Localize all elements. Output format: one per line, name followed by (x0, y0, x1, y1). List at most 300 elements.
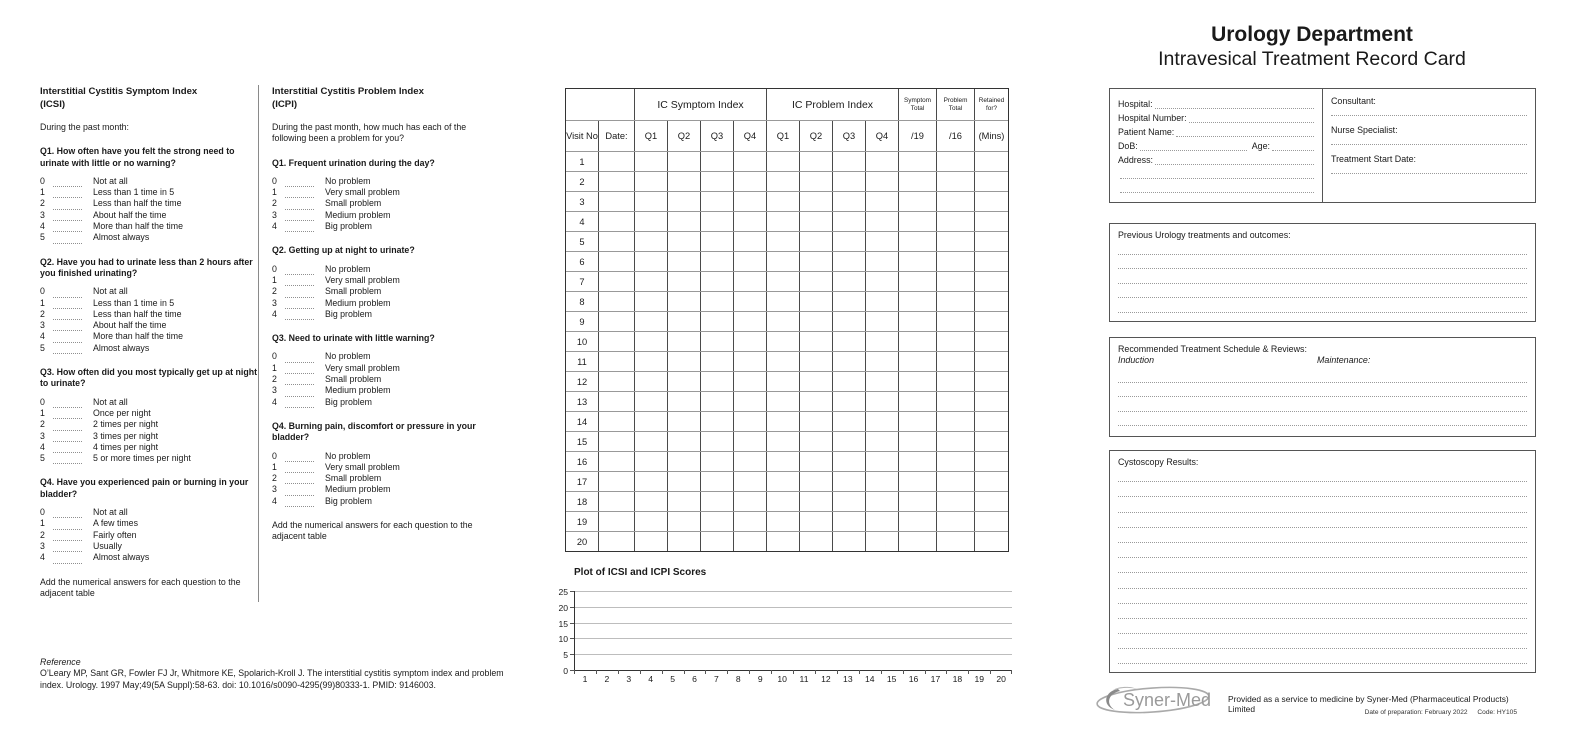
retained-cell (974, 392, 1008, 411)
symptom-q4-cell (733, 452, 766, 471)
question-label: Q4. Burning pain, discomfort or pressure in your bladder? (272, 420, 476, 443)
problem-q2-cell (799, 312, 832, 331)
nurse-specialist-label: Nurse Specialist: (1331, 125, 1398, 135)
icpi-question-2 (272, 245, 496, 320)
option-text: Less than half the time (93, 198, 182, 209)
symptom-q3-cell (700, 492, 733, 511)
icpi-title-line1: Interstitial Cystitis Problem Index (272, 86, 424, 97)
date-cell (598, 272, 634, 291)
symptom-total-cell (898, 372, 936, 391)
visit-number-cell: 5 (579, 236, 585, 247)
problem-q2-cell (799, 152, 832, 171)
option-score: 2 (40, 198, 45, 209)
problem-total-cell (936, 192, 974, 211)
symptom-q1-cell (634, 292, 667, 311)
answer-blank (285, 454, 314, 462)
gridline (575, 591, 1012, 592)
option-score: 3 (40, 320, 45, 331)
symptom-q1-cell (634, 392, 667, 411)
option-text: Very small problem (325, 461, 400, 472)
symptom-q3-cell (700, 212, 733, 231)
table-row (566, 431, 1008, 451)
date-cell (598, 252, 634, 271)
symptom-q4-cell (733, 272, 766, 291)
option-text: No problem (325, 175, 371, 186)
problem-q3-cell (832, 472, 865, 491)
table-row (566, 211, 1008, 231)
option-row (40, 419, 258, 430)
symptom-q4-cell (733, 312, 766, 331)
option-row (272, 363, 496, 374)
problem-q1-cell (766, 232, 799, 251)
write-in-line (1118, 298, 1527, 313)
icpi-intro: During the past month, how much has each of the following been a problem for you? (272, 122, 467, 144)
problem-q4-cell (865, 392, 898, 411)
date-cell (598, 172, 634, 191)
retained-cell (974, 332, 1008, 351)
date-cell (598, 152, 634, 171)
symptom-q2-cell (667, 272, 700, 291)
problem-q3-cell (832, 332, 865, 351)
symptom-q1-cell (634, 532, 667, 551)
problem-q4-cell (865, 172, 898, 191)
problem-q1-cell (766, 252, 799, 271)
problem-q1-cell (766, 512, 799, 531)
symptom-q2-cell (667, 372, 700, 391)
symptom-total-cell (898, 492, 936, 511)
patient-details (1110, 89, 1323, 202)
problem-q1-cell (766, 312, 799, 331)
address-field-line2 (1120, 170, 1314, 179)
symptom-q4-cell (733, 532, 766, 551)
option-text: Medium problem (325, 209, 391, 220)
problem-q4-cell (865, 452, 898, 471)
write-in-line (1118, 497, 1527, 512)
problem-q3-cell (832, 212, 865, 231)
symptom-q4-cell (733, 432, 766, 451)
table-row (566, 411, 1008, 431)
answer-blank (285, 278, 314, 286)
option-score: 0 (40, 175, 45, 186)
option-list (272, 176, 496, 232)
symptom-q4-cell (733, 472, 766, 491)
problem-q1-cell (766, 372, 799, 391)
problem-q3-cell (832, 172, 865, 191)
option-text: Almost always (93, 342, 150, 353)
q-header-cell: Q2 (799, 121, 832, 151)
answer-blank (53, 556, 82, 564)
option-score: 3 (272, 484, 277, 495)
preparation-text (1357, 709, 1517, 716)
symptom-total-cell (898, 252, 936, 271)
option-row (40, 453, 258, 464)
option-score: 3 (40, 209, 45, 220)
problem-q3-cell (832, 492, 865, 511)
plot-area (558, 587, 1012, 676)
visit-number-cell: 17 (576, 476, 588, 487)
option-list (272, 351, 496, 407)
symptom-q1-cell (634, 312, 667, 331)
problem-q2-cell (799, 212, 832, 231)
hospital-field (1155, 100, 1314, 109)
problem-q2-cell (799, 392, 832, 411)
option-score: 4 (272, 495, 277, 506)
option-text: Small problem (325, 473, 382, 484)
symptom-q4-cell (733, 192, 766, 211)
hospital-number-field (1189, 114, 1314, 123)
symptom-q2-cell (667, 252, 700, 271)
dob-field (1140, 142, 1247, 151)
x-tick-label: 13 (837, 670, 859, 684)
table-row (566, 291, 1008, 311)
option-text: Very small problem (325, 187, 400, 198)
symptom-q4-cell (733, 512, 766, 531)
retained-cell (974, 492, 1008, 511)
option-score: 4 (272, 396, 277, 407)
problem-q4-cell (865, 192, 898, 211)
question-label: Q1. How often have you felt the strong need to urinate with little or no warning? (40, 146, 235, 168)
visit-number-cell: 20 (576, 536, 588, 547)
symptom-q3-cell (700, 312, 733, 331)
retained-cell (974, 172, 1008, 191)
option-row (40, 298, 258, 309)
symptom-q4-cell (733, 152, 766, 171)
answer-blank (53, 290, 82, 298)
answer-blank (53, 224, 82, 232)
symptom-q2-cell (667, 192, 700, 211)
symptom-q2-cell (667, 172, 700, 191)
option-text: Small problem (325, 374, 382, 385)
table-body (566, 151, 1008, 551)
problem-q1-cell (766, 412, 799, 431)
problem-q4-cell (865, 212, 898, 231)
answer-blank (53, 510, 82, 518)
symptom-q1-cell (634, 472, 667, 491)
retained-cell (974, 272, 1008, 291)
option-score: 0 (40, 396, 45, 407)
option-row (272, 462, 496, 473)
option-row (272, 176, 496, 187)
option-text: Usually (93, 540, 122, 551)
option-score: 5 (40, 453, 45, 464)
problem-total-cell (936, 492, 974, 511)
problem-q4-cell (865, 492, 898, 511)
answer-blank (53, 456, 82, 464)
date-cell (598, 192, 634, 211)
option-row (40, 232, 258, 243)
symptom-total-cell (898, 352, 936, 371)
option-row (40, 518, 258, 529)
date-cell (598, 332, 634, 351)
write-in-line (1118, 240, 1527, 255)
option-list (40, 397, 258, 465)
symptom-q3-cell (700, 452, 733, 471)
x-tick-label: 17 (925, 670, 947, 684)
option-text: Not at all (93, 507, 128, 518)
symptom-q2-cell (667, 352, 700, 371)
date-cell (598, 432, 634, 451)
symptom-q3-cell (700, 392, 733, 411)
option-row (272, 264, 496, 275)
answer-blank (53, 202, 82, 210)
option-score: 5 (40, 342, 45, 353)
symptom-q2-cell (667, 452, 700, 471)
symptom-q3-cell (700, 512, 733, 531)
date-cell (598, 412, 634, 431)
option-score: 3 (272, 209, 277, 220)
retained-cell (974, 372, 1008, 391)
option-score: 1 (272, 461, 277, 472)
option-text: Small problem (325, 286, 382, 297)
write-in-line (1118, 543, 1527, 558)
visit-number-cell: 11 (577, 356, 587, 367)
icpi-title-line2: (ICPI) (272, 98, 298, 110)
problem-q3-cell (832, 532, 865, 551)
problem-q3-cell (832, 292, 865, 311)
problem-index-group-header: IC Problem Index (766, 89, 898, 120)
x-tick-label: 11 (793, 670, 815, 684)
symptom-q3-cell (700, 472, 733, 491)
retained-cell (974, 452, 1008, 471)
option-row (40, 530, 258, 541)
write-in-line (1118, 513, 1527, 528)
table-row (566, 271, 1008, 291)
symptom-q1-cell (634, 192, 667, 211)
symptom-total-cell (898, 332, 936, 351)
option-score: 1 (40, 187, 45, 198)
nurse-specialist-field (1331, 136, 1527, 145)
problem-total-cell (936, 232, 974, 251)
date-cell (598, 352, 634, 371)
x-tick-label: 9 (749, 670, 771, 684)
option-text: 4 times per night (93, 441, 159, 452)
problem-total-cell (936, 472, 974, 491)
symptom-q2-cell (667, 472, 700, 491)
symptom-total-cell (898, 292, 936, 311)
problem-total-cell (936, 452, 974, 471)
retained-cell (974, 532, 1008, 551)
symptom-q4-cell (733, 292, 766, 311)
table-row (566, 151, 1008, 171)
x-tick-label: 2 (596, 670, 618, 684)
icpi-panel (272, 86, 496, 543)
symptom-q1-cell (634, 352, 667, 371)
problem-total-cell (936, 172, 974, 191)
problem-q4-cell (865, 512, 898, 531)
symptom-q2-cell (667, 392, 700, 411)
prep-date-text: Date of preparation: February 2022 (1364, 709, 1468, 716)
option-row (40, 507, 258, 518)
visit-number-cell: 1 (579, 156, 585, 167)
symptom-total-cell (898, 192, 936, 211)
write-in-line (1118, 467, 1527, 482)
icpi-footer-note: Add the numerical answers for each question to the adjacent table (272, 520, 473, 542)
problem-q1-cell (766, 472, 799, 491)
option-score: 2 (40, 529, 45, 540)
write-in-line (1118, 255, 1527, 270)
y-tick-label: 0 (563, 665, 568, 676)
table-row (566, 251, 1008, 271)
option-row (40, 320, 258, 331)
answer-blank (53, 445, 82, 453)
option-row (272, 351, 496, 362)
gridline (575, 638, 1012, 639)
problem-q4-cell (865, 152, 898, 171)
problem-total-header: Problem Total (936, 89, 974, 120)
icsi-question-2 (40, 257, 258, 354)
symptom-q1-cell (634, 432, 667, 451)
write-in-line (1118, 649, 1527, 664)
visit-number-cell: 12 (576, 376, 588, 387)
date-cell (598, 532, 634, 551)
x-tick-label: 8 (727, 670, 749, 684)
answer-blank (53, 434, 82, 442)
problem-q3-cell (832, 372, 865, 391)
symptom-q2-cell (667, 292, 700, 311)
symptom-q3-cell (700, 532, 733, 551)
x-tick-label: 7 (705, 670, 727, 684)
q-header-cell: Q1 (766, 121, 799, 151)
q-header-cell: Q1 (634, 121, 667, 151)
x-tick-label: 20 (990, 670, 1012, 684)
option-score: 4 (40, 331, 45, 342)
symptom-total-unit: /19 (898, 121, 936, 151)
recommended-schedule-box (1109, 337, 1536, 437)
problem-q2-cell (799, 452, 832, 471)
symptom-q3-cell (700, 432, 733, 451)
gridline (575, 654, 1012, 655)
option-text: Less than half the time (93, 308, 182, 319)
symptom-q1-cell (634, 512, 667, 531)
option-row (40, 408, 258, 419)
address-field (1155, 156, 1314, 165)
page-subtitle: Intravesical Treatment Record Card (1158, 48, 1466, 70)
problem-q1-cell (766, 172, 799, 191)
problem-q2-cell (799, 192, 832, 211)
symptom-q4-cell (733, 232, 766, 251)
option-score: 2 (272, 473, 277, 484)
symptom-q2-cell (667, 432, 700, 451)
document-title-block (1092, 22, 1532, 72)
problem-total-cell (936, 332, 974, 351)
table-row (566, 491, 1008, 511)
write-in-line (1118, 528, 1527, 543)
problem-q4-cell (865, 372, 898, 391)
problem-q4-cell (865, 432, 898, 451)
option-score: 0 (272, 351, 277, 362)
answer-blank (285, 202, 314, 210)
problem-q2-cell (799, 412, 832, 431)
age-field (1272, 142, 1314, 151)
option-text: No problem (325, 263, 371, 274)
answer-blank (285, 290, 314, 298)
visit-number-cell: 19 (576, 516, 588, 527)
table-row (566, 311, 1008, 331)
problem-q4-cell (865, 272, 898, 291)
date-cell (598, 492, 634, 511)
q-header-cell: Q4 (865, 121, 898, 151)
problem-total-cell (936, 312, 974, 331)
problem-q3-cell (832, 232, 865, 251)
question-label: Q2. Getting up at night to urinate? (272, 245, 415, 256)
write-in-line (1118, 634, 1527, 649)
q-header-cell: Q3 (700, 121, 733, 151)
answer-blank (285, 179, 314, 187)
symptom-q2-cell (667, 512, 700, 531)
option-score: 4 (272, 221, 277, 232)
answer-blank (53, 213, 82, 221)
y-tick-label: 10 (558, 634, 568, 645)
problem-q3-cell (832, 512, 865, 531)
problem-q4-cell (865, 292, 898, 311)
option-row (40, 221, 258, 232)
problem-q1-cell (766, 492, 799, 511)
retained-for-header: Retained for? (974, 89, 1008, 120)
question-label: Q3. How often did you most typically get up at night to urinate? (40, 367, 257, 389)
option-row (40, 397, 258, 408)
problem-q3-cell (832, 252, 865, 271)
problem-q4-cell (865, 332, 898, 351)
symptom-q3-cell (700, 192, 733, 211)
visit-number-cell: 7 (579, 276, 585, 287)
problem-q1-cell (766, 152, 799, 171)
date-cell (598, 232, 634, 251)
code-text: Code: HY105 (1477, 709, 1517, 716)
icsi-title-line2: (ICSI) (40, 98, 66, 110)
option-text: Medium problem (325, 297, 391, 308)
problem-total-unit: /16 (936, 121, 974, 151)
date-cell (598, 212, 634, 231)
y-tick-label: 25 (558, 587, 568, 597)
option-row (272, 221, 496, 232)
x-tick-label: 1 (574, 670, 596, 684)
problem-q2-cell (799, 332, 832, 351)
x-tick-label: 14 (859, 670, 881, 684)
symptom-q1-cell (634, 272, 667, 291)
symptom-total-cell (898, 432, 936, 451)
problem-q3-cell (832, 392, 865, 411)
answer-blank (53, 312, 82, 320)
option-text: Almost always (93, 552, 150, 563)
dob-label: DoB: (1118, 141, 1138, 151)
retained-cell (974, 212, 1008, 231)
option-text: About half the time (93, 320, 167, 331)
answer-blank (53, 533, 82, 541)
page-title: Urology Department (1211, 23, 1413, 46)
retained-cell (974, 152, 1008, 171)
write-in-line (1118, 558, 1527, 573)
x-tick-label: 4 (640, 670, 662, 684)
option-row (40, 552, 258, 563)
option-score: 4 (272, 308, 277, 319)
problem-q2-cell (799, 252, 832, 271)
option-row (40, 343, 258, 354)
problem-q3-cell (832, 412, 865, 431)
visit-number-cell: 4 (579, 216, 585, 227)
symptom-q1-cell (634, 212, 667, 231)
visit-number-cell: 13 (576, 396, 588, 407)
option-score: 4 (40, 441, 45, 452)
symptom-q2-cell (667, 492, 700, 511)
answer-blank (53, 323, 82, 331)
write-in-line (1118, 368, 1527, 383)
option-row (40, 198, 258, 209)
option-row (272, 187, 496, 198)
problem-q2-cell (799, 472, 832, 491)
option-row (40, 210, 258, 221)
option-score: 0 (272, 175, 277, 186)
problem-total-cell (936, 252, 974, 271)
